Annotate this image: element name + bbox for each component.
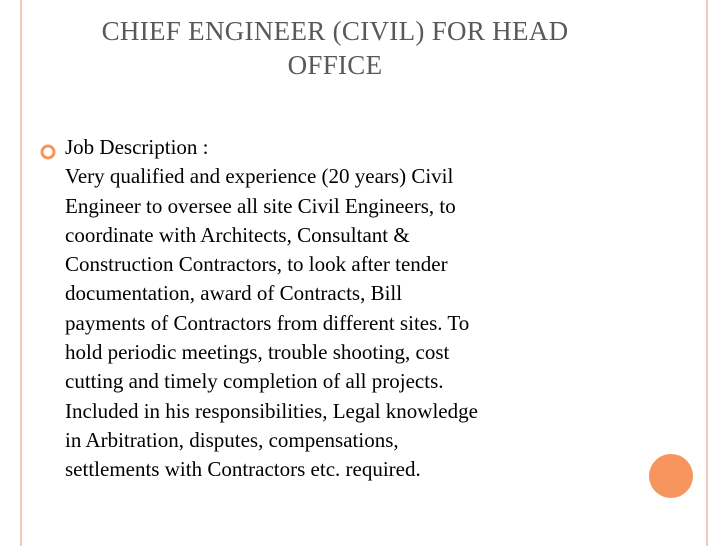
body-line-10: Included in his responsibilities, Legal knowledge bbox=[65, 398, 478, 423]
body-line-5: Construction Contractors, to look after tender bbox=[65, 252, 448, 277]
body-line-7: payments of Contractors from different sites. To bbox=[65, 310, 470, 335]
body-line-1: Job Description : bbox=[65, 135, 209, 159]
slide-title bbox=[40, 14, 630, 82]
body-line-9: cutting and timely completion of all projects. bbox=[65, 369, 444, 394]
body-line-12: settlements with Contractors etc. required. bbox=[65, 457, 421, 482]
bullet-item bbox=[40, 133, 630, 485]
body-line-11: in Arbitration, disputes, compensations, bbox=[65, 427, 399, 452]
body-line-3: Engineer to oversee all site Civil Engineers, to bbox=[65, 193, 456, 218]
slide-title-line-1: CHIEF ENGINEER (CIVIL) FOR HEAD bbox=[101, 16, 569, 46]
slide-body bbox=[40, 133, 630, 485]
body-line-8: hold periodic meetings, trouble shooting, cost bbox=[65, 340, 450, 365]
body-line-2: Very qualified and experience (20 years) Civil bbox=[65, 164, 454, 189]
body-line-6: documentation, award of Contracts, Bill bbox=[65, 281, 403, 306]
bullet-ring-icon bbox=[40, 139, 56, 155]
decorative-accent-circle-icon bbox=[649, 454, 693, 498]
body-line-4: coordinate with Architects, Consultant & bbox=[65, 222, 410, 247]
slide-title-line-2: OFFICE bbox=[287, 50, 383, 80]
